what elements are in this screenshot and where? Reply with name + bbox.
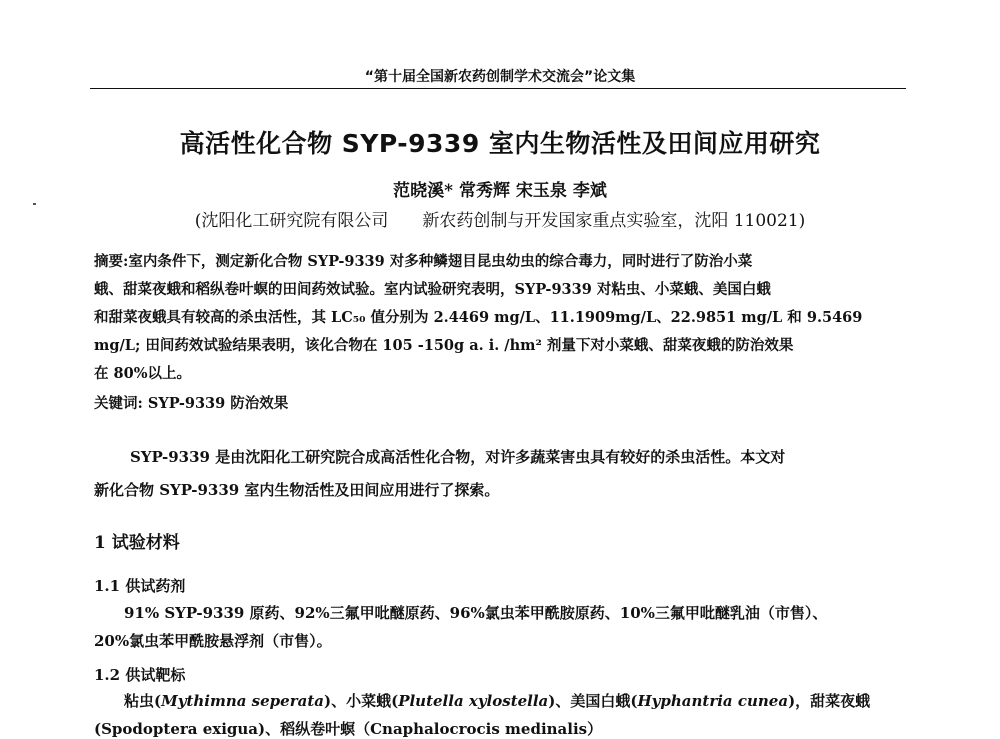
targets-line-2: (Spodoptera exigua)、稻纵卷叶螟（Cnaphalocrocis medinalis） bbox=[94, 720, 603, 738]
subsection-heading: 1.2 供试靶标 bbox=[94, 666, 186, 684]
subsection-heading: 1.1 供试药剂 bbox=[94, 577, 186, 595]
paper-title: 高活性化合物 SYP-9339 室内生物活性及田间应用研究 bbox=[179, 129, 821, 158]
scan-mark bbox=[33, 203, 36, 205]
targets-line-1: 粘虫(Mythimna seperata)、小菜蛾(Plutella xylostella)、美国白蛾(Hyphantria cunea)，甜菜夜蛾 bbox=[124, 692, 871, 710]
keywords-label: 关键词: bbox=[94, 395, 143, 412]
reagents-line-2: 20%氯虫苯甲酰胺悬浮剂（市售）。 bbox=[94, 632, 332, 650]
affiliation: (沈阳化工研究院有限公司 新农药创制与开发国家重点实验室，沈阳 110021) bbox=[194, 211, 806, 231]
abstract-line-1: 摘要:室内条件下，测定新化合物 SYP-9339 对多种鳞翅目昆虫幼虫的综合毒力，同时进行了防治小菜 bbox=[94, 253, 753, 270]
header-rule bbox=[90, 88, 906, 89]
abstract-line-4: mg/L; 田间药效试验结果表明，该化合物在 105 -150g a. i. /hm² 剂量下对小菜蛾、甜菜夜蛾的防治效果 bbox=[94, 337, 794, 354]
intro-line-2: 新化合物 SYP-9339 室内生物活性及田间应用进行了探索。 bbox=[94, 481, 500, 499]
authors: 范晓溪* 常秀辉 宋玉泉 李斌 bbox=[393, 181, 607, 201]
keywords: 关键词: SYP-9339 防治效果 bbox=[94, 395, 289, 412]
running-header: “第十届全国新农药创制学术交流会”论文集 bbox=[364, 69, 636, 85]
abstract-label: 摘要: bbox=[94, 253, 129, 270]
abstract-line-2: 蛾、甜菜夜蛾和稻纵卷叶螟的田间药效试验。室内试验研究表明，SYP-9339 对粘虫、小菜蛾、美国白蛾 bbox=[94, 281, 771, 298]
reagents-line-1: 91% SYP-9339 原药、92%三氟甲吡醚原药、96%氯虫苯甲酰胺原药、10%三氟甲吡醚乳油（市售）、 bbox=[124, 604, 828, 622]
intro-line-1: SYP-9339 是由沈阳化工研究院合成高活性化合物，对许多蔬菜害虫具有较好的杀虫活性。本文对 bbox=[130, 448, 786, 466]
section-heading: 1 试验材料 bbox=[94, 533, 180, 553]
abstract-line-3: 和甜菜夜蛾具有较高的杀虫活性，其 LC₅₀ 值分别为 2.4469 mg/L、11.1909mg/L、22.9851 mg/L 和 9.5469 bbox=[94, 309, 863, 326]
abstract-line-5: 在 80%以上。 bbox=[94, 365, 192, 382]
